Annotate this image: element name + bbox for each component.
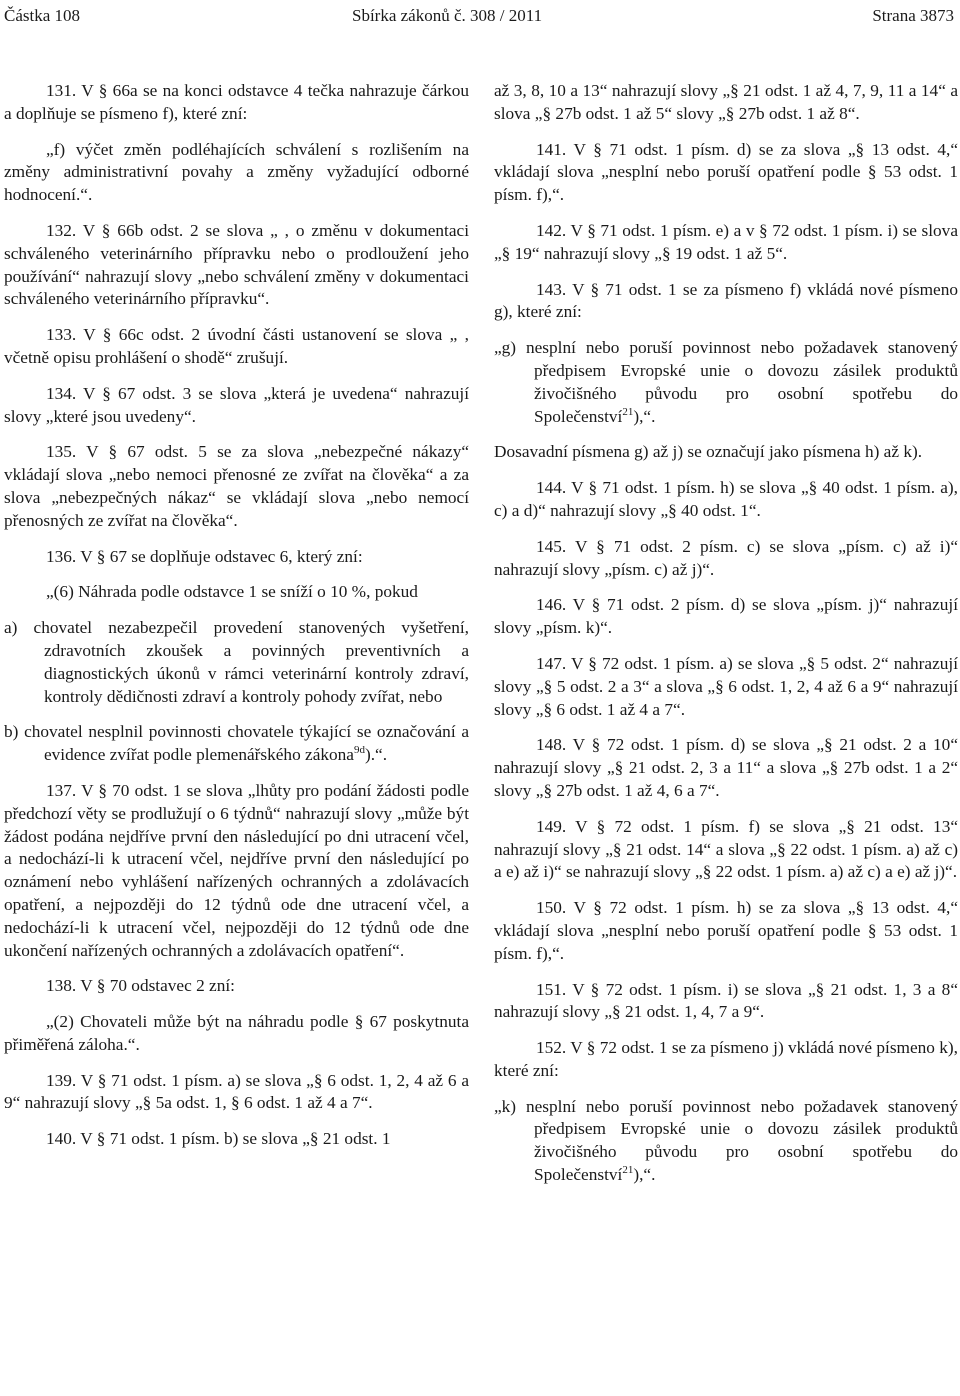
paragraph-text: 150. V § 72 odst. 1 písm. h) se za slova „§ 13 odst. 4,“ vkládají slova „nesplní nebo poruší opatření podle § 53 odst. 1 písm. f),“. bbox=[494, 898, 958, 963]
header-part: Částka 108 bbox=[4, 6, 81, 25]
paragraph bbox=[4, 220, 469, 311]
paragraph-text: 146. V § 71 odst. 2 písm. d) se slova „písm. j)“ nahrazují slovy „písm. k)“. bbox=[494, 595, 958, 638]
paragraph-text: „g) nesplní nebo poruší povinnost nebo požadavek stanovený předpisem Evropské unie o dovozu zásilek produktů živočišného původu pro osobní spotřebu do Společenství bbox=[494, 338, 958, 426]
footnote-ref: 9d bbox=[353, 744, 365, 757]
paragraph-text: Dosavadní písmena g) až j) se označují jako písmena h) až k). bbox=[494, 442, 923, 462]
header-page-number: Strana 3873 bbox=[872, 6, 954, 25]
paragraph bbox=[494, 979, 958, 1025]
paragraph-text: 134. V § 67 odst. 3 se slova „která je uvedena“ nahrazují slovy „které jsou uvedeny“. bbox=[4, 383, 469, 426]
footnote-ref: 21 bbox=[622, 1164, 634, 1177]
paragraph-text: 142. V § 71 odst. 1 písm. e) a v § 72 odst. 1 písm. i) se slova „§ 19“ nahrazují slovy „§ 19 odst. 1 až 5“. bbox=[494, 220, 958, 263]
list-item bbox=[4, 721, 469, 767]
paragraph bbox=[494, 477, 958, 523]
left-column bbox=[4, 80, 469, 1164]
paragraph-text: a) chovatel nezabezpečil provedení stanovených vyšetření, zdravotních zkoušek a povinných preventivních a diagnostických úkonů v rámci veterinární kontroly zdraví, kontroly dědičnosti zdraví a kontroly pohody zvířat, nebo bbox=[4, 618, 469, 706]
list-item bbox=[494, 1096, 958, 1187]
paragraph bbox=[494, 816, 958, 884]
list-item bbox=[494, 337, 958, 428]
paragraph-text: 131. V § 66a se na konci odstavce 4 tečka nahrazuje čárkou a doplňuje se písmeno f), které zní: bbox=[4, 81, 469, 123]
paragraph bbox=[4, 975, 469, 998]
paragraph bbox=[4, 1128, 469, 1151]
paragraph bbox=[494, 441, 958, 464]
paragraph-text-end: ),“. bbox=[633, 1165, 656, 1185]
paragraph bbox=[4, 780, 469, 962]
paragraph bbox=[4, 581, 469, 604]
paragraph bbox=[494, 279, 958, 325]
header-collection: Sbírka zákonů č. 308 / 2011 bbox=[352, 6, 543, 25]
paragraph bbox=[4, 1070, 469, 1116]
paragraph-text: 144. V § 71 odst. 1 písm. h) se slova „§ 40 odst. 1 písm. a), c) a d)“ nahrazují slovy „§ 40 odst. 1“. bbox=[494, 478, 958, 520]
paragraph bbox=[4, 139, 469, 207]
paragraph bbox=[494, 536, 958, 582]
paragraph-text: 145. V § 71 odst. 2 písm. c) se slova „písm. c) až i)“ nahrazují slovy „písm. c) až j)“. bbox=[494, 536, 958, 579]
paragraph bbox=[4, 80, 469, 126]
paragraph-text: 141. V § 71 odst. 1 písm. d) se za slova „§ 13 odst. 4,“ vkládají slova „nesplní nebo poruší opatření podle § 53 odst. 1 písm. f),“. bbox=[494, 139, 958, 205]
paragraph bbox=[494, 139, 958, 207]
page-header bbox=[0, 6, 960, 30]
paragraph-text: 151. V § 72 odst. 1 písm. i) se slova „§ 21 odst. 1, 3 a 8“ nahrazují slovy „§ 21 odst. 1, 4, 7 a 9“. bbox=[494, 979, 958, 1022]
paragraph-text: 135. V § 67 odst. 5 se za slova „nebezpečné nákazy“ vkládají slova „nebo nemoci přenosné ze zvířat na člověka“ a za slova „nebezpečných nákaz“ se vkládají slova „nebo nemocí přenosných ze zvířat na člověka“. bbox=[4, 442, 469, 530]
paragraph-text: „k) nesplní nebo poruší povinnost nebo požadavek stanovený předpisem Evropské unie o dovozu zásilek produktů živočišného původu pro osobní spotřebu do Společenství bbox=[494, 1096, 958, 1185]
paragraph-text: 152. V § 72 odst. 1 se za písmeno j) vkládá nové písmeno k), které zní: bbox=[494, 1038, 958, 1080]
paragraph bbox=[494, 897, 958, 965]
paragraph bbox=[4, 546, 469, 569]
paragraph bbox=[494, 220, 958, 266]
paragraph-text: 149. V § 72 odst. 1 písm. f) se slova „§ 21 odst. 13“ nahrazují slovy „§ 21 odst. 14“ a slova „§ 22 odst. 1 písm. a) až c) a e) až i)“ se nahrazují slovy „§ 22 odst. 1 písm. a) až c) a e) až j)“. bbox=[494, 816, 958, 882]
paragraph bbox=[4, 1011, 469, 1057]
paragraph-text: „f) výčet změn podléhajících schválení s rozlišením na změny administrativní povahy a změny vyžadující odborné hodnocení.“. bbox=[4, 139, 469, 205]
paragraph bbox=[494, 80, 958, 126]
paragraph-text: „(2) Chovateli může být na náhradu podle § 67 poskytnuta přiměřená záloha.“. bbox=[4, 1012, 469, 1054]
paragraph bbox=[494, 653, 958, 721]
paragraph-text: 133. V § 66c odst. 2 úvodní části ustanovení se slova „ , včetně opisu prohlášení o shodě“ zrušují. bbox=[4, 325, 469, 367]
paragraph-text: 137. V § 70 odst. 1 se slova „lhůty pro podání žádosti podle předchozí věty se prodlužují o 6 týdnů“ nahrazují slovy „může být žádost podána nejdříve první den následující po dni utracení včel, a nedochází-li k utracení včel, nejdříve první den následující po oznámení nebo vyhlášení nařízených ochranných a zdolávacích opatření, a nejpozději do 12 týdnů ode dne utracení včel, a nedochází-li k utracení včel, nejpozději do 12 týdnů ode dne ukončení nařízených ochranných a zdolávacích opatření“. bbox=[4, 780, 469, 960]
paragraph bbox=[494, 734, 958, 802]
paragraph-text: 139. V § 71 odst. 1 písm. a) se slova „§ 6 odst. 1, 2, 4 až 6 a 9“ nahrazují slovy „§ 5a odst. 1, § 6 odst. 1 až 4 a 7“. bbox=[4, 1070, 469, 1113]
paragraph bbox=[4, 383, 469, 429]
paragraph-text: 140. V § 71 odst. 1 písm. b) se slova „§ 21 odst. 1 bbox=[46, 1129, 391, 1149]
footnote-ref: 21 bbox=[622, 405, 634, 418]
paragraph-text: b) chovatel nesplnil povinnosti chovatele týkající se označování a evidence zvířat podle plemenářského zákona bbox=[4, 722, 469, 765]
paragraph-text: až 3, 8, 10 a 13“ nahrazují slovy „§ 21 odst. 1 až 4, 7, 9, 11 a 14“ a slova „§ 27b odst. 1 až 5“ slovy „§ 27b odst. 1 až 8“. bbox=[494, 81, 958, 123]
paragraph-text: 148. V § 72 odst. 1 písm. d) se slova „§ 21 odst. 2 a 10“ nahrazují slovy „§ 21 odst. 2, 3 a 11“ a slova „§ 27b odst. 1 a 2“ slovy „§ 27b odst. 1 až 4, 6 a 7“. bbox=[494, 735, 958, 800]
paragraph-text-end: ).“. bbox=[364, 745, 388, 765]
paragraph-text: 147. V § 72 odst. 1 písm. a) se slova „§ 5 odst. 2“ nahrazují slovy „§ 5 odst. 2 a 3“ a slova „§ 6 odst. 1, 2, 4 až 6 a 9“ nahrazují slovy „§ 6 odst. 1 až 4 a 7“. bbox=[494, 653, 958, 719]
paragraph bbox=[4, 441, 469, 532]
paragraph-text-end: ),“. bbox=[633, 406, 656, 426]
paragraph-text: 138. V § 70 odstavec 2 zní: bbox=[46, 976, 235, 996]
paragraph-text: 136. V § 67 se doplňuje odstavec 6, který zní: bbox=[46, 546, 363, 566]
paragraph bbox=[494, 594, 958, 640]
paragraph-text: „(6) Náhrada podle odstavce 1 se sníží o 10 %, pokud bbox=[46, 582, 418, 602]
right-column bbox=[494, 80, 958, 1200]
list-item bbox=[4, 617, 469, 708]
paragraph bbox=[4, 324, 469, 370]
paragraph bbox=[494, 1037, 958, 1083]
paragraph-text: 132. V § 66b odst. 2 se slova „ , o změnu v dokumentaci schváleného veterinárního přípravku nebo o prodloužení jeho používání“ nahrazují slovy „nebo schválení změny v dokumentaci schváleného veterinárního přípravku“. bbox=[4, 220, 469, 309]
paragraph-text: 143. V § 71 odst. 1 se za písmeno f) vkládá nové písmeno g), které zní: bbox=[494, 279, 958, 322]
